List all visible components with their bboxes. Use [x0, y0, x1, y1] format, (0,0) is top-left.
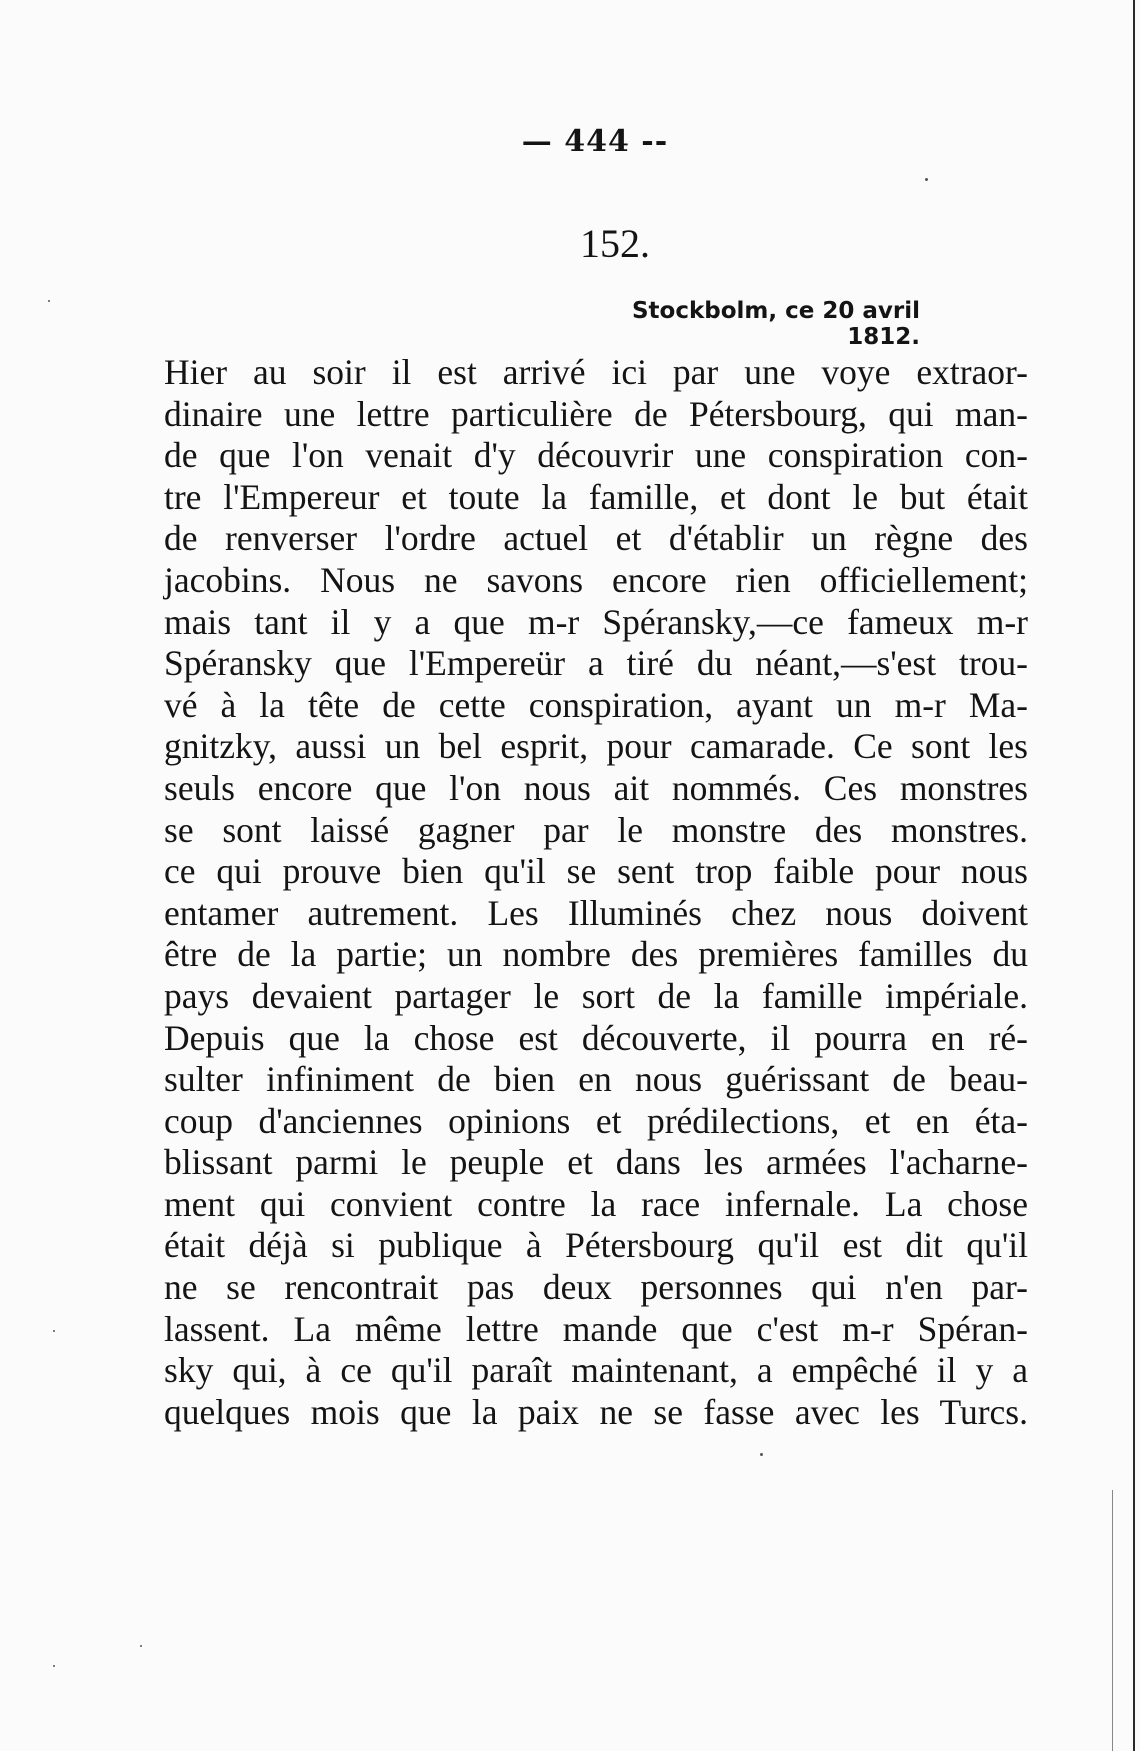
- text-line: ce qui prouve bien qu'il se sent trop faible pour nous: [164, 851, 1028, 892]
- text-line: pays devaient partager le sort de la famille impériale.: [164, 975, 1028, 1016]
- text-line: tre l'Empereur et toute la famille, et dont le but était: [164, 476, 1028, 517]
- text-line: dinaire une lettre particulière de Pétersbourg, qui man-: [164, 393, 1028, 434]
- text-line: entamer autrement. Les Illuminés chez nous doivent: [164, 892, 1028, 933]
- text-line: Hier au soir il est arrivé ici par une voye extraor-: [164, 352, 1028, 392]
- right-page-edge-inner: [1112, 1490, 1113, 1751]
- letter-number: 152.: [580, 221, 650, 266]
- text-line: jacobins. Nous ne savons encore rien officiellement;: [164, 559, 1028, 600]
- text-line: coup d'anciennes opinions et prédilections, et en éta-: [164, 1100, 1028, 1141]
- print-speck: [53, 1330, 55, 1332]
- text-line: lassent. La même lettre mande que c'est m-r Spéran-: [164, 1308, 1028, 1349]
- page-number: — 444 --: [521, 124, 669, 159]
- text-line: sulter infiniment de bien en nous guérissant de beau-: [164, 1059, 1028, 1100]
- text-line: quelques mois que la paix ne se fasse avec les Turcs.: [164, 1391, 1028, 1432]
- text-line: vé à la tête de cette conspiration, ayant un m-r Ma-: [164, 684, 1028, 725]
- text-line: ne se rencontrait pas deux personnes qui n'en par-: [164, 1267, 1028, 1308]
- print-speck: [53, 1665, 55, 1667]
- text-line: de renverser l'ordre actuel et d'établir un règne des: [164, 518, 1028, 559]
- text-line: mais tant il y a que m-r Spéransky,—ce fameux m-r: [164, 601, 1028, 642]
- text-line: Depuis que la chose est découverte, il pourra en ré-: [164, 1017, 1028, 1058]
- text-line: seuls encore que l'on nous ait nommés. Ces monstres: [164, 767, 1028, 808]
- text-line: être de la partie; un nombre des premières familles du: [164, 934, 1028, 975]
- text-line: Spéransky que l'Empereür a tiré du néant,—s'est trou-: [164, 643, 1028, 684]
- text-line: blissant parmi le peuple et dans les armées l'acharne-: [164, 1142, 1028, 1183]
- right-page-edge: [1133, 0, 1135, 1751]
- print-speck: [48, 300, 50, 302]
- print-speck: [760, 1453, 763, 1456]
- text-line: de que l'on venait d'y découvrir une conspiration con-: [164, 435, 1028, 476]
- text-line: ment qui convient contre la race infernale. La chose: [164, 1183, 1028, 1224]
- text-line: gnitzky, aussi un bel esprit, pour camarade. Ce sont les: [164, 726, 1028, 767]
- text-line: se sont laissé gagner par le monstre des monstres.: [164, 809, 1028, 850]
- dateline: Stockbolm, ce 20 avril 1812.: [631, 298, 920, 350]
- text-line: était déjà si publique à Pétersbourg qu'il est dit qu'il: [164, 1225, 1028, 1266]
- letter-body: [164, 352, 1028, 1433]
- print-speck: [140, 1645, 142, 1647]
- print-speck: [925, 178, 928, 181]
- text-line: sky qui, à ce qu'il paraît maintenant, a empêché il y a: [164, 1350, 1028, 1391]
